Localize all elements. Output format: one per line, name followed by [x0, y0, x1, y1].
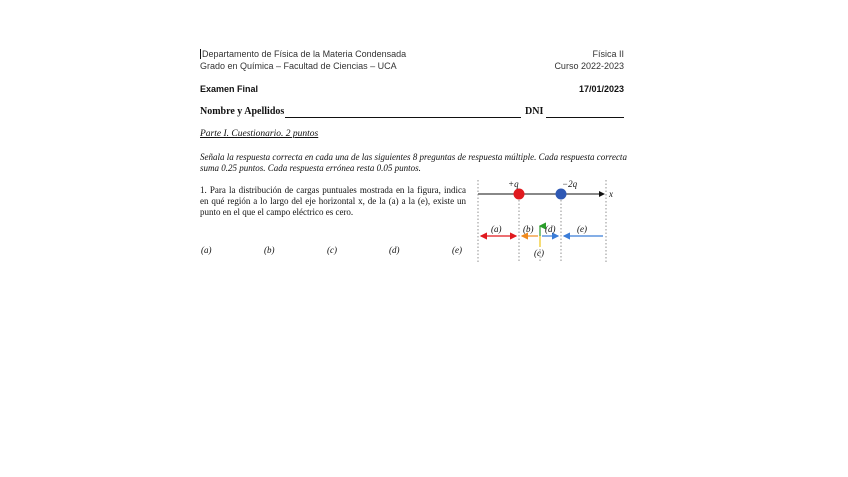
section-title: Parte I. Cuestionario. 2 puntos [200, 129, 319, 139]
region-d-label: (d) [545, 224, 556, 234]
year-label: Curso 2022-2023 [554, 61, 624, 71]
charge-negative [556, 189, 567, 200]
option-d[interactable]: (d) [389, 245, 400, 255]
option-e[interactable]: (e) [452, 245, 462, 255]
text-cursor [200, 49, 201, 59]
charge-positive [514, 189, 525, 200]
region-a-label: (a) [491, 224, 502, 234]
dni-field[interactable] [546, 117, 624, 118]
degree-label: Grado en Química – Facultad de Ciencias – UCA [200, 61, 397, 71]
region-e-label: (e) [577, 224, 587, 234]
department-label: Departamento de Física de la Materia Condensada [202, 49, 407, 59]
instructions: Señala la respuesta correcta en cada una de las siguientes 8 preguntas de respuesta múltiple. Cada respuesta correcta suma 0.25 puntos. Cada respuesta errónea resta 0.05 puntos. [200, 152, 627, 173]
exam-date: 17/01/2023 [578, 84, 624, 94]
region-b-label: (b) [523, 224, 534, 234]
x-axis-label: x [609, 189, 613, 199]
course-label: Física II [592, 49, 624, 59]
dni-label: DNI [525, 106, 544, 117]
option-b[interactable]: (b) [264, 245, 275, 255]
option-a[interactable]: (a) [201, 245, 212, 255]
name-label: Nombre y Apellidos [200, 106, 285, 117]
region-c-label: (c) [534, 248, 544, 258]
question-1-text: 1. Para la distribución de cargas puntuales mostrada en la figura, indica en qué región a lo largo del eje horizontal x, de la (a) a la (e), existe un punto en el que el campo eléctrico es cero. [200, 185, 466, 217]
charge-positive-label: +q [508, 179, 519, 189]
charge-negative-label: −2q [562, 179, 578, 189]
option-c[interactable]: (c) [327, 245, 337, 255]
exam-title: Examen Final [200, 84, 259, 94]
name-field[interactable] [285, 117, 521, 118]
